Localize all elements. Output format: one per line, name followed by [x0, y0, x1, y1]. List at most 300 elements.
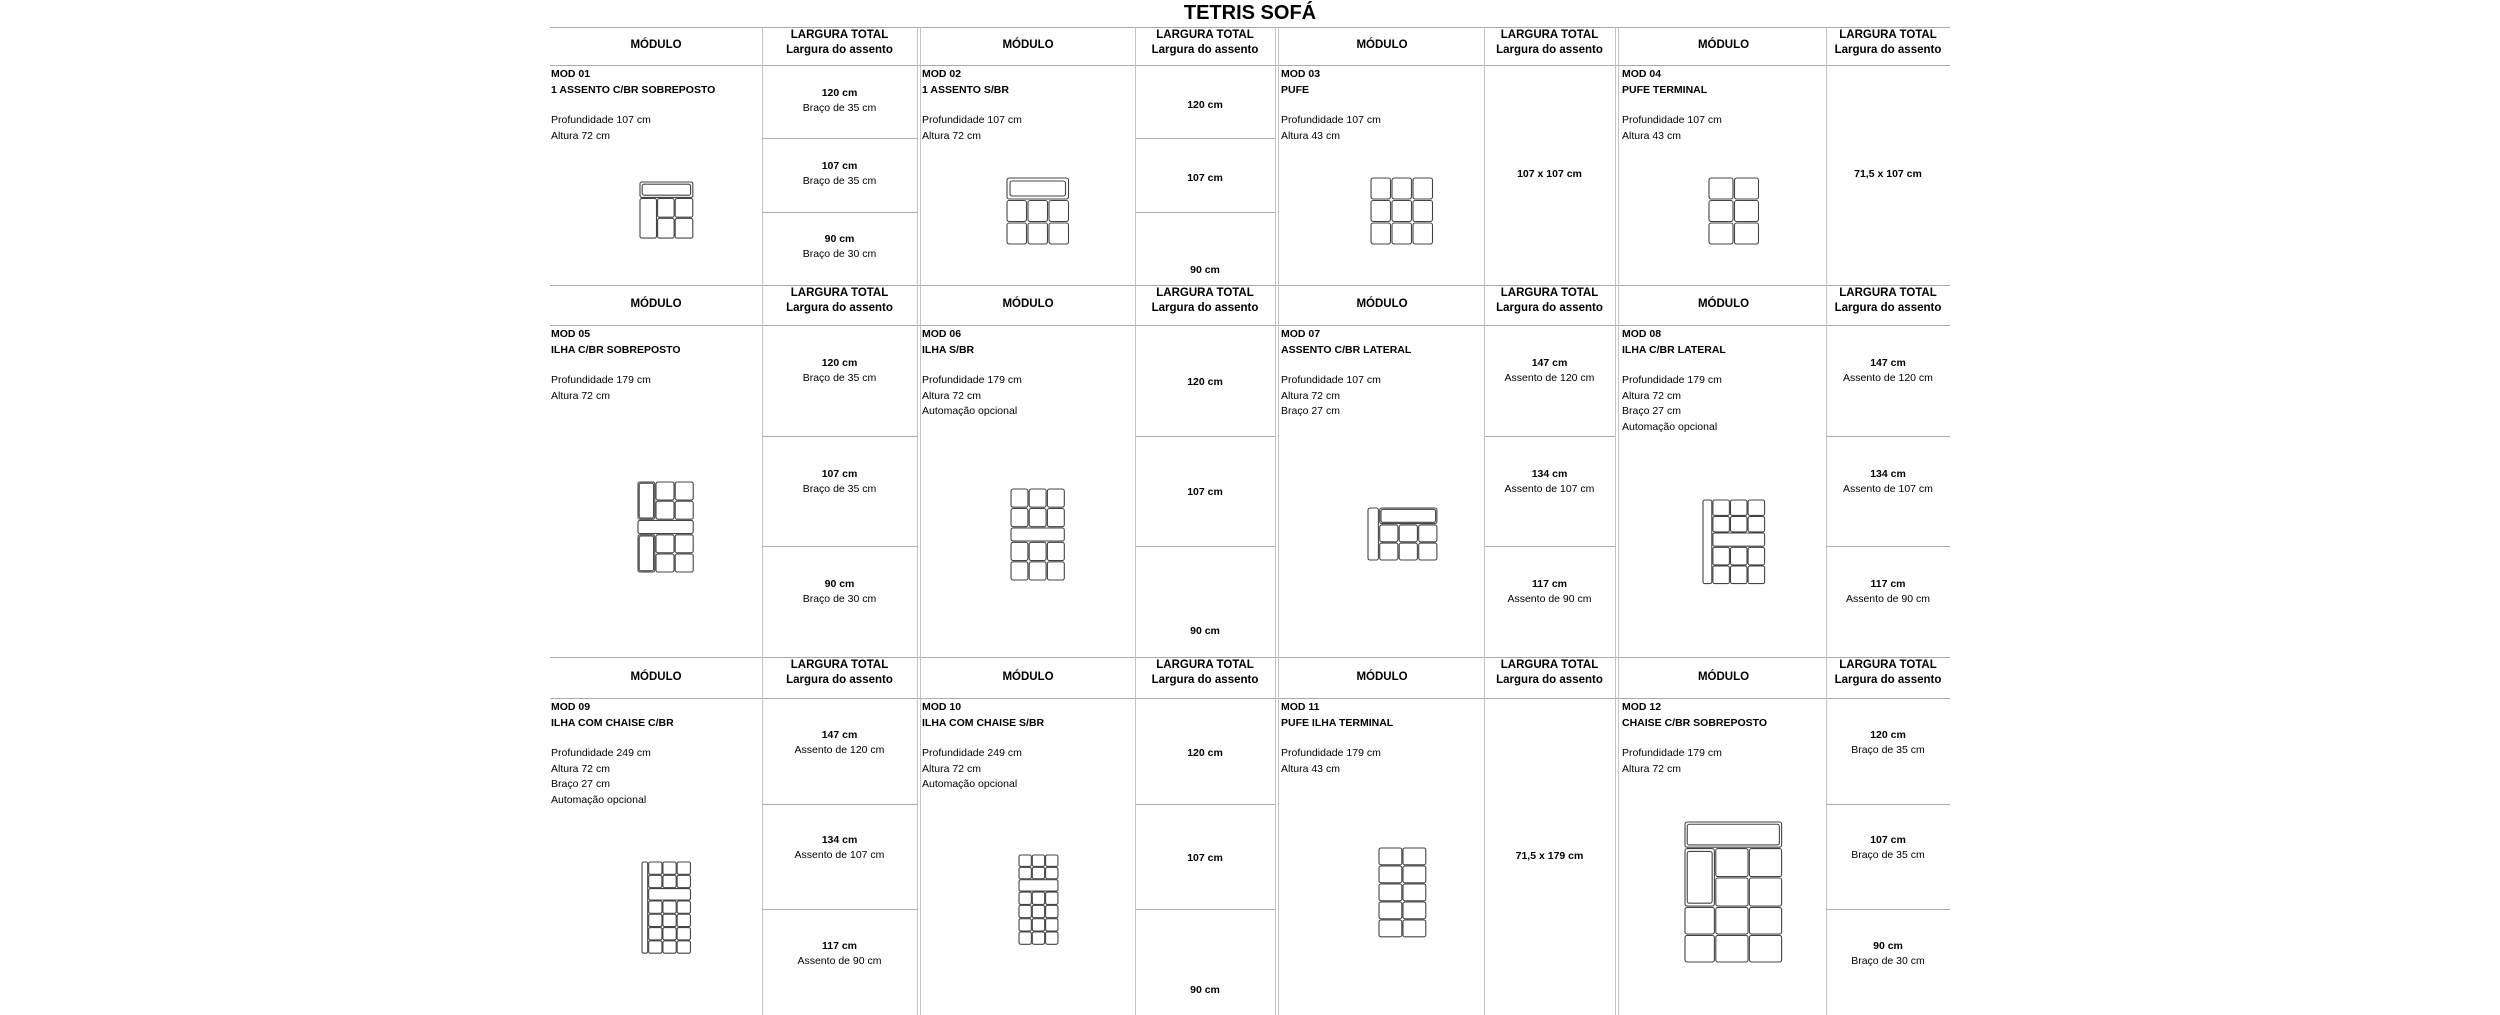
- module-spec: Altura 72 cm: [551, 389, 610, 402]
- page-title: TETRIS SOFÁ: [1183, 2, 1317, 24]
- seat-cushion: [1709, 178, 1733, 199]
- width-value: 107 cm: [1870, 834, 1906, 847]
- module-info: [922, 700, 1044, 793]
- seat-cushion: [1716, 907, 1748, 934]
- column-divider: [1826, 27, 1827, 1015]
- seat-cushion: [1030, 508, 1047, 526]
- module-spec: Altura 72 cm: [1281, 389, 1340, 402]
- seat-cushion: [1379, 866, 1402, 883]
- width-value: 120 cm: [821, 356, 858, 369]
- module-id: MOD 09: [551, 701, 591, 713]
- module-name: ILHA C/BR SOBREPOSTO: [551, 343, 681, 356]
- module-info: [1622, 700, 1767, 777]
- module-spec: Profundidade 107 cm: [551, 114, 651, 126]
- width-value: 117 cm: [1531, 578, 1568, 591]
- width-value: 90 cm: [1190, 984, 1220, 997]
- module-name: ILHA S/BR: [922, 343, 975, 356]
- seat-cushion: [656, 554, 674, 572]
- seat-cushion: [677, 901, 690, 913]
- spacer: [551, 98, 715, 113]
- width-note: Assento de 107 cm: [794, 849, 885, 862]
- width-option: [1484, 577, 1615, 607]
- width-value: 71,5 x 179 cm: [1515, 849, 1584, 862]
- seat-cushion: [1685, 907, 1714, 934]
- module-diagram: [1368, 508, 1437, 560]
- seat-cushion: [1049, 223, 1069, 244]
- seat-cushion: [1748, 547, 1765, 565]
- module-info: [551, 67, 715, 144]
- width-option: [1135, 851, 1275, 866]
- width-option: [1135, 624, 1275, 639]
- seat-cushion: [1713, 500, 1730, 515]
- seat-cushion: [675, 199, 693, 218]
- width-option: [1135, 746, 1275, 761]
- seat-cushion: [640, 536, 654, 571]
- header-modulo: MÓDULO: [1002, 39, 1054, 51]
- seat-cushion: [1045, 855, 1057, 866]
- width-option: [1484, 356, 1615, 386]
- width-option: [762, 577, 917, 607]
- module-spec: Profundidade 107 cm: [1281, 374, 1381, 386]
- spacer: [1622, 731, 1767, 746]
- seat-cushion: [1418, 543, 1436, 560]
- width-value: 134 cm: [821, 834, 858, 847]
- width-option: [1484, 467, 1615, 497]
- column-divider: [762, 27, 763, 1015]
- seat-cushion: [1032, 867, 1044, 878]
- module-divider: [1618, 27, 1619, 1015]
- module-name: PUFE ILHA TERMINAL: [1281, 716, 1394, 729]
- seat-cushion: [663, 901, 676, 913]
- seat-cushion: [1748, 500, 1765, 515]
- width-value: 134 cm: [1531, 467, 1568, 480]
- seat-cushion: [1032, 855, 1044, 866]
- width-value: 107 x 107 cm: [1517, 168, 1582, 180]
- seat-cushion: [1403, 884, 1426, 901]
- seat-cushion: [656, 501, 674, 519]
- module-spec: Profundidade 179 cm: [551, 374, 651, 386]
- column-divider: [1135, 27, 1136, 1015]
- width-note: Assento de 120 cm: [1504, 371, 1595, 384]
- header-largura-assento: Largura do assento: [1151, 302, 1259, 314]
- width-value: 147 cm: [1870, 356, 1906, 369]
- module-id: MOD 08: [1622, 328, 1662, 340]
- module-id: MOD 01: [551, 68, 591, 80]
- spacer: [922, 358, 1022, 373]
- seat-cushion: [1685, 935, 1714, 962]
- grid-line: [762, 909, 917, 910]
- module-diagram: [1685, 822, 1782, 962]
- width-value: 120 cm: [1870, 728, 1906, 741]
- seat-cushion: [1734, 200, 1758, 221]
- seat-cushion: [1045, 919, 1057, 931]
- header-largura-assento: Largura do assento: [1834, 44, 1942, 56]
- header-largura-assento: Largura do assento: [786, 302, 893, 314]
- spacer: [1281, 358, 1411, 373]
- seat-cushion: [1048, 508, 1065, 526]
- width-note: Assento de 120 cm: [794, 743, 885, 756]
- seat-cushion: [663, 862, 676, 874]
- width-note: Braço de 35 cm: [802, 482, 877, 495]
- seat-cushion: [1403, 902, 1426, 919]
- width-note: Assento de 120 cm: [1843, 371, 1933, 384]
- width-value: 120 cm: [1187, 746, 1223, 759]
- header-largura-total: LARGURA TOTAL: [1500, 287, 1599, 299]
- module-info: [922, 327, 1022, 420]
- seat-cushion: [1049, 200, 1069, 221]
- seat-cushion: [1418, 525, 1436, 542]
- header-largura-total: LARGURA TOTAL: [1839, 659, 1937, 671]
- seat-cushion: [1716, 849, 1748, 877]
- seat-cushion: [1713, 547, 1730, 565]
- seat-cushion: [1709, 223, 1733, 244]
- seat-cushion: [638, 534, 655, 571]
- header-largura-assento: Largura do assento: [1151, 674, 1259, 686]
- seat-cushion: [1750, 907, 1782, 934]
- seat-cushion: [676, 534, 694, 552]
- header-modulo: MÓDULO: [630, 670, 682, 683]
- width-option: [1826, 356, 1950, 386]
- seat-cushion: [1413, 223, 1433, 244]
- seat-cushion: [656, 482, 674, 500]
- spacer: [1281, 731, 1393, 746]
- header-largura-total: LARGURA TOTAL: [1156, 659, 1254, 671]
- seat-cushion: [1048, 542, 1065, 560]
- seat-cushion: [1379, 525, 1397, 542]
- header-largura: [1826, 286, 1950, 316]
- grid-line: [1484, 546, 1615, 547]
- seat-cushion: [1019, 892, 1031, 904]
- header-largura-total: LARGURA TOTAL: [790, 287, 889, 299]
- module-spec: Altura 72 cm: [551, 762, 610, 775]
- seat-cushion: [1403, 866, 1426, 883]
- seat-cushion: [1030, 562, 1047, 580]
- module-info: [551, 327, 681, 404]
- module-spec: Altura 43 cm: [1281, 129, 1340, 142]
- header-largura-assento: Largura do assento: [1496, 674, 1603, 686]
- seat-cushion: [1713, 517, 1730, 532]
- module-spec: Profundidade 179 cm: [1281, 747, 1381, 759]
- seat-cushion: [1028, 223, 1048, 244]
- module-spec: Altura 72 cm: [1622, 762, 1681, 775]
- seat-cushion: [1019, 867, 1031, 878]
- module-info: [551, 700, 674, 808]
- header-largura: [1135, 658, 1275, 688]
- width-note: Braço de 35 cm: [1851, 849, 1925, 862]
- width-value: 90 cm: [1190, 624, 1220, 637]
- header-modulo: MÓDULO: [1697, 39, 1750, 51]
- seat-cushion: [663, 875, 676, 887]
- header-largura-total: LARGURA TOTAL: [1156, 29, 1254, 41]
- module-diagram: [1019, 855, 1058, 944]
- grid-line: [762, 546, 917, 547]
- seat-cushion: [638, 482, 655, 519]
- module-spec: Altura 43 cm: [1622, 129, 1681, 142]
- module-spec: Profundidade 107 cm: [1281, 114, 1381, 126]
- module-diagram: [1709, 178, 1759, 244]
- seat-cushion: [640, 483, 654, 518]
- seat-cushion: [677, 875, 690, 887]
- seat-cushion: [1048, 489, 1065, 507]
- module-spec: Profundidade 107 cm: [922, 114, 1022, 126]
- header-largura-assento: Largura do assento: [1151, 44, 1259, 56]
- seat-cushion: [1007, 223, 1027, 244]
- width-option: [762, 833, 917, 863]
- seat-cushion: [640, 199, 657, 239]
- header-largura-assento: Largura do assento: [786, 674, 893, 686]
- seat-cushion: [1687, 851, 1712, 903]
- width-value: 107 cm: [1187, 852, 1223, 865]
- width-value: 90 cm: [1873, 939, 1903, 952]
- seat-cushion: [648, 941, 661, 953]
- module-spec: Altura 72 cm: [922, 389, 981, 402]
- width-option: [1135, 263, 1275, 278]
- width-note: Braço de 30 cm: [1851, 954, 1925, 967]
- grid-line: [762, 212, 917, 213]
- grid-line: [550, 325, 1950, 326]
- width-value: 107 cm: [821, 467, 858, 480]
- grid-line: [1826, 546, 1950, 547]
- module-diagram: [1011, 489, 1064, 580]
- width-option: [762, 86, 917, 116]
- module-info: [1281, 327, 1411, 420]
- seat-cushion: [663, 914, 676, 926]
- module-id: MOD 04: [1622, 68, 1662, 80]
- module-diagram: [640, 182, 693, 238]
- width-option: [762, 232, 917, 262]
- header-largura-total: LARGURA TOTAL: [1839, 29, 1937, 41]
- seat-cushion: [676, 554, 694, 572]
- width-value: 90 cm: [1190, 264, 1220, 276]
- seat-cushion: [648, 914, 661, 926]
- header-modulo: MÓDULO: [1002, 670, 1054, 683]
- width-value: 71,5 x 107 cm: [1854, 168, 1922, 180]
- header-modulo: MÓDULO: [630, 298, 682, 310]
- width-option: [1826, 728, 1950, 758]
- seat-cushion: [1709, 200, 1733, 221]
- seat-cushion: [1379, 902, 1402, 919]
- seat-cushion: [1379, 848, 1402, 865]
- module-info: [1281, 700, 1393, 777]
- header-modulo: MÓDULO: [1697, 670, 1750, 683]
- seat-cushion: [648, 862, 661, 874]
- width-option: [1484, 849, 1615, 864]
- module-spec: Braço 27 cm: [551, 778, 610, 790]
- seat-cushion: [676, 501, 694, 519]
- width-value: 107 cm: [821, 159, 858, 172]
- seat-cushion: [1368, 508, 1378, 560]
- header-largura-assento: Largura do assento: [786, 44, 893, 56]
- module-spec: Profundidade 249 cm: [922, 747, 1022, 759]
- module-spec: Profundidade 249 cm: [551, 747, 651, 759]
- module-name: ASSENTO C/BR LATERAL: [1281, 343, 1412, 356]
- header-largura-total: LARGURA TOTAL: [790, 29, 889, 41]
- width-option: [1826, 167, 1950, 182]
- width-option: [1135, 375, 1275, 390]
- seat-cushion: [1045, 892, 1057, 904]
- width-value: 90 cm: [824, 578, 855, 591]
- width-value: 120 cm: [821, 86, 858, 99]
- spacer: [1281, 98, 1381, 113]
- header-modulo: MÓDULO: [1356, 39, 1408, 51]
- header-largura: [762, 286, 917, 316]
- seat-cushion: [1730, 517, 1747, 532]
- grid-line: [1826, 909, 1950, 910]
- seat-cushion: [642, 185, 690, 196]
- seat-cushion: [1750, 849, 1782, 877]
- seat-cushion: [1011, 528, 1064, 541]
- width-option: [762, 728, 917, 758]
- module-divider: [917, 27, 918, 1015]
- seat-cushion: [675, 219, 693, 239]
- spacer: [551, 358, 681, 373]
- header-largura: [762, 28, 917, 58]
- seat-cushion: [1019, 919, 1031, 931]
- grid-line: [762, 138, 917, 139]
- seat-cushion: [677, 914, 690, 926]
- seat-cushion: [1007, 200, 1027, 221]
- seat-cushion: [1750, 878, 1782, 906]
- seat-cushion: [1010, 181, 1066, 196]
- spacer: [922, 731, 1044, 746]
- module-spec: Automação opcional: [1622, 420, 1718, 433]
- grid-line: [1135, 138, 1275, 139]
- seat-cushion: [1019, 855, 1031, 866]
- module-diagram: [1379, 848, 1426, 937]
- seat-cushion: [1685, 849, 1714, 906]
- seat-cushion: [1687, 824, 1779, 845]
- seat-cushion: [1748, 517, 1765, 532]
- grid-line: [762, 436, 917, 437]
- seat-cushion: [656, 534, 674, 552]
- seat-cushion: [657, 199, 674, 218]
- seat-cushion: [1032, 919, 1044, 931]
- seat-cushion: [1716, 878, 1748, 906]
- width-note: Braço de 35 cm: [802, 371, 877, 384]
- seat-cushion: [638, 520, 693, 533]
- seat-cushion: [1716, 935, 1748, 962]
- seat-cushion: [1381, 510, 1436, 523]
- module-spec: Braço 27 cm: [1281, 405, 1340, 417]
- seat-cushion: [1045, 867, 1057, 878]
- seat-cushion: [676, 482, 694, 500]
- seat-cushion: [1379, 920, 1402, 937]
- width-option: [1135, 171, 1275, 186]
- width-note: Assento de 90 cm: [797, 954, 882, 967]
- width-option: [1484, 167, 1615, 182]
- seat-cushion: [648, 875, 661, 887]
- module-spec: Altura 72 cm: [922, 762, 981, 775]
- width-option: [1135, 983, 1275, 998]
- header-largura: [1484, 28, 1615, 58]
- seat-cushion: [1011, 508, 1028, 526]
- seat-cushion: [677, 862, 690, 874]
- header-largura-total: LARGURA TOTAL: [1500, 659, 1599, 671]
- seat-cushion: [648, 927, 661, 939]
- module-diagram: [1703, 500, 1765, 584]
- seat-cushion: [1730, 566, 1747, 584]
- module-spec: Profundidade 107 cm: [1622, 114, 1722, 126]
- seat-cushion: [642, 862, 648, 953]
- module-spec: Altura 43 cm: [1281, 762, 1340, 775]
- seat-cushion: [1019, 880, 1058, 891]
- header-modulo: MÓDULO: [1356, 670, 1408, 683]
- spacer: [551, 731, 674, 746]
- grid-line: [550, 65, 1950, 66]
- header-largura-total: LARGURA TOTAL: [790, 659, 889, 671]
- header-largura: [1484, 286, 1615, 316]
- grid-line: [1826, 436, 1950, 437]
- module-id: MOD 07: [1281, 328, 1321, 340]
- module-info: [1281, 67, 1381, 144]
- header-modulo: MÓDULO: [630, 39, 682, 51]
- seat-cushion: [1399, 543, 1417, 560]
- grid-line: [762, 804, 917, 805]
- header-modulo: MÓDULO: [1697, 298, 1750, 310]
- module-diagram: [642, 862, 690, 953]
- grid-line: [1826, 804, 1950, 805]
- seat-cushion: [677, 941, 690, 953]
- grid-line: [1135, 436, 1275, 437]
- grid-line: [550, 698, 1950, 699]
- seat-cushion: [1713, 566, 1730, 584]
- width-note: Assento de 90 cm: [1845, 593, 1931, 606]
- module-divider: [1278, 27, 1279, 1015]
- width-note: Assento de 90 cm: [1507, 593, 1592, 606]
- header-largura-assento: Largura do assento: [1496, 44, 1603, 56]
- seat-cushion: [1392, 223, 1412, 244]
- module-id: MOD 06: [922, 328, 962, 340]
- seat-cushion: [1030, 542, 1047, 560]
- seat-cushion: [1019, 932, 1031, 944]
- grid-line: [1135, 546, 1275, 547]
- seat-cushion: [1011, 489, 1028, 507]
- module-spec: Altura 72 cm: [1622, 389, 1681, 402]
- module-name: ILHA C/BR LATERAL: [1622, 343, 1726, 356]
- seat-cushion: [677, 927, 690, 939]
- width-value: 147 cm: [821, 728, 858, 741]
- header-largura-total: LARGURA TOTAL: [1839, 287, 1937, 299]
- header-largura-total: LARGURA TOTAL: [1156, 287, 1254, 299]
- header-largura-assento: Largura do assento: [1834, 674, 1942, 686]
- seat-cushion: [1045, 932, 1057, 944]
- seat-cushion: [1392, 200, 1412, 221]
- width-option: [1135, 485, 1275, 500]
- seat-cushion: [1392, 178, 1412, 199]
- width-value: 147 cm: [1531, 356, 1568, 369]
- module-diagram: [638, 482, 693, 572]
- seat-cushion: [1703, 500, 1712, 584]
- seat-cushion: [1048, 562, 1065, 580]
- seat-cushion: [1030, 489, 1047, 507]
- seat-cushion: [1713, 533, 1765, 546]
- module-spec: Automação opcional: [551, 793, 647, 806]
- width-note: Braço de 35 cm: [802, 101, 877, 114]
- width-value: 107 cm: [1187, 172, 1223, 185]
- module-divider: [1615, 27, 1616, 1015]
- grid-line: [1135, 212, 1275, 213]
- grid-line: [1484, 436, 1615, 437]
- header-largura-assento: Largura do assento: [1834, 302, 1942, 314]
- seat-cushion: [1750, 935, 1782, 962]
- module-info: [1622, 327, 1726, 435]
- width-value: 134 cm: [1870, 467, 1906, 480]
- seat-cushion: [1399, 525, 1417, 542]
- spacer: [1622, 98, 1722, 113]
- seat-cushion: [657, 219, 674, 239]
- header-largura-total: LARGURA TOTAL: [1500, 29, 1599, 41]
- width-value: 120 cm: [1187, 375, 1223, 388]
